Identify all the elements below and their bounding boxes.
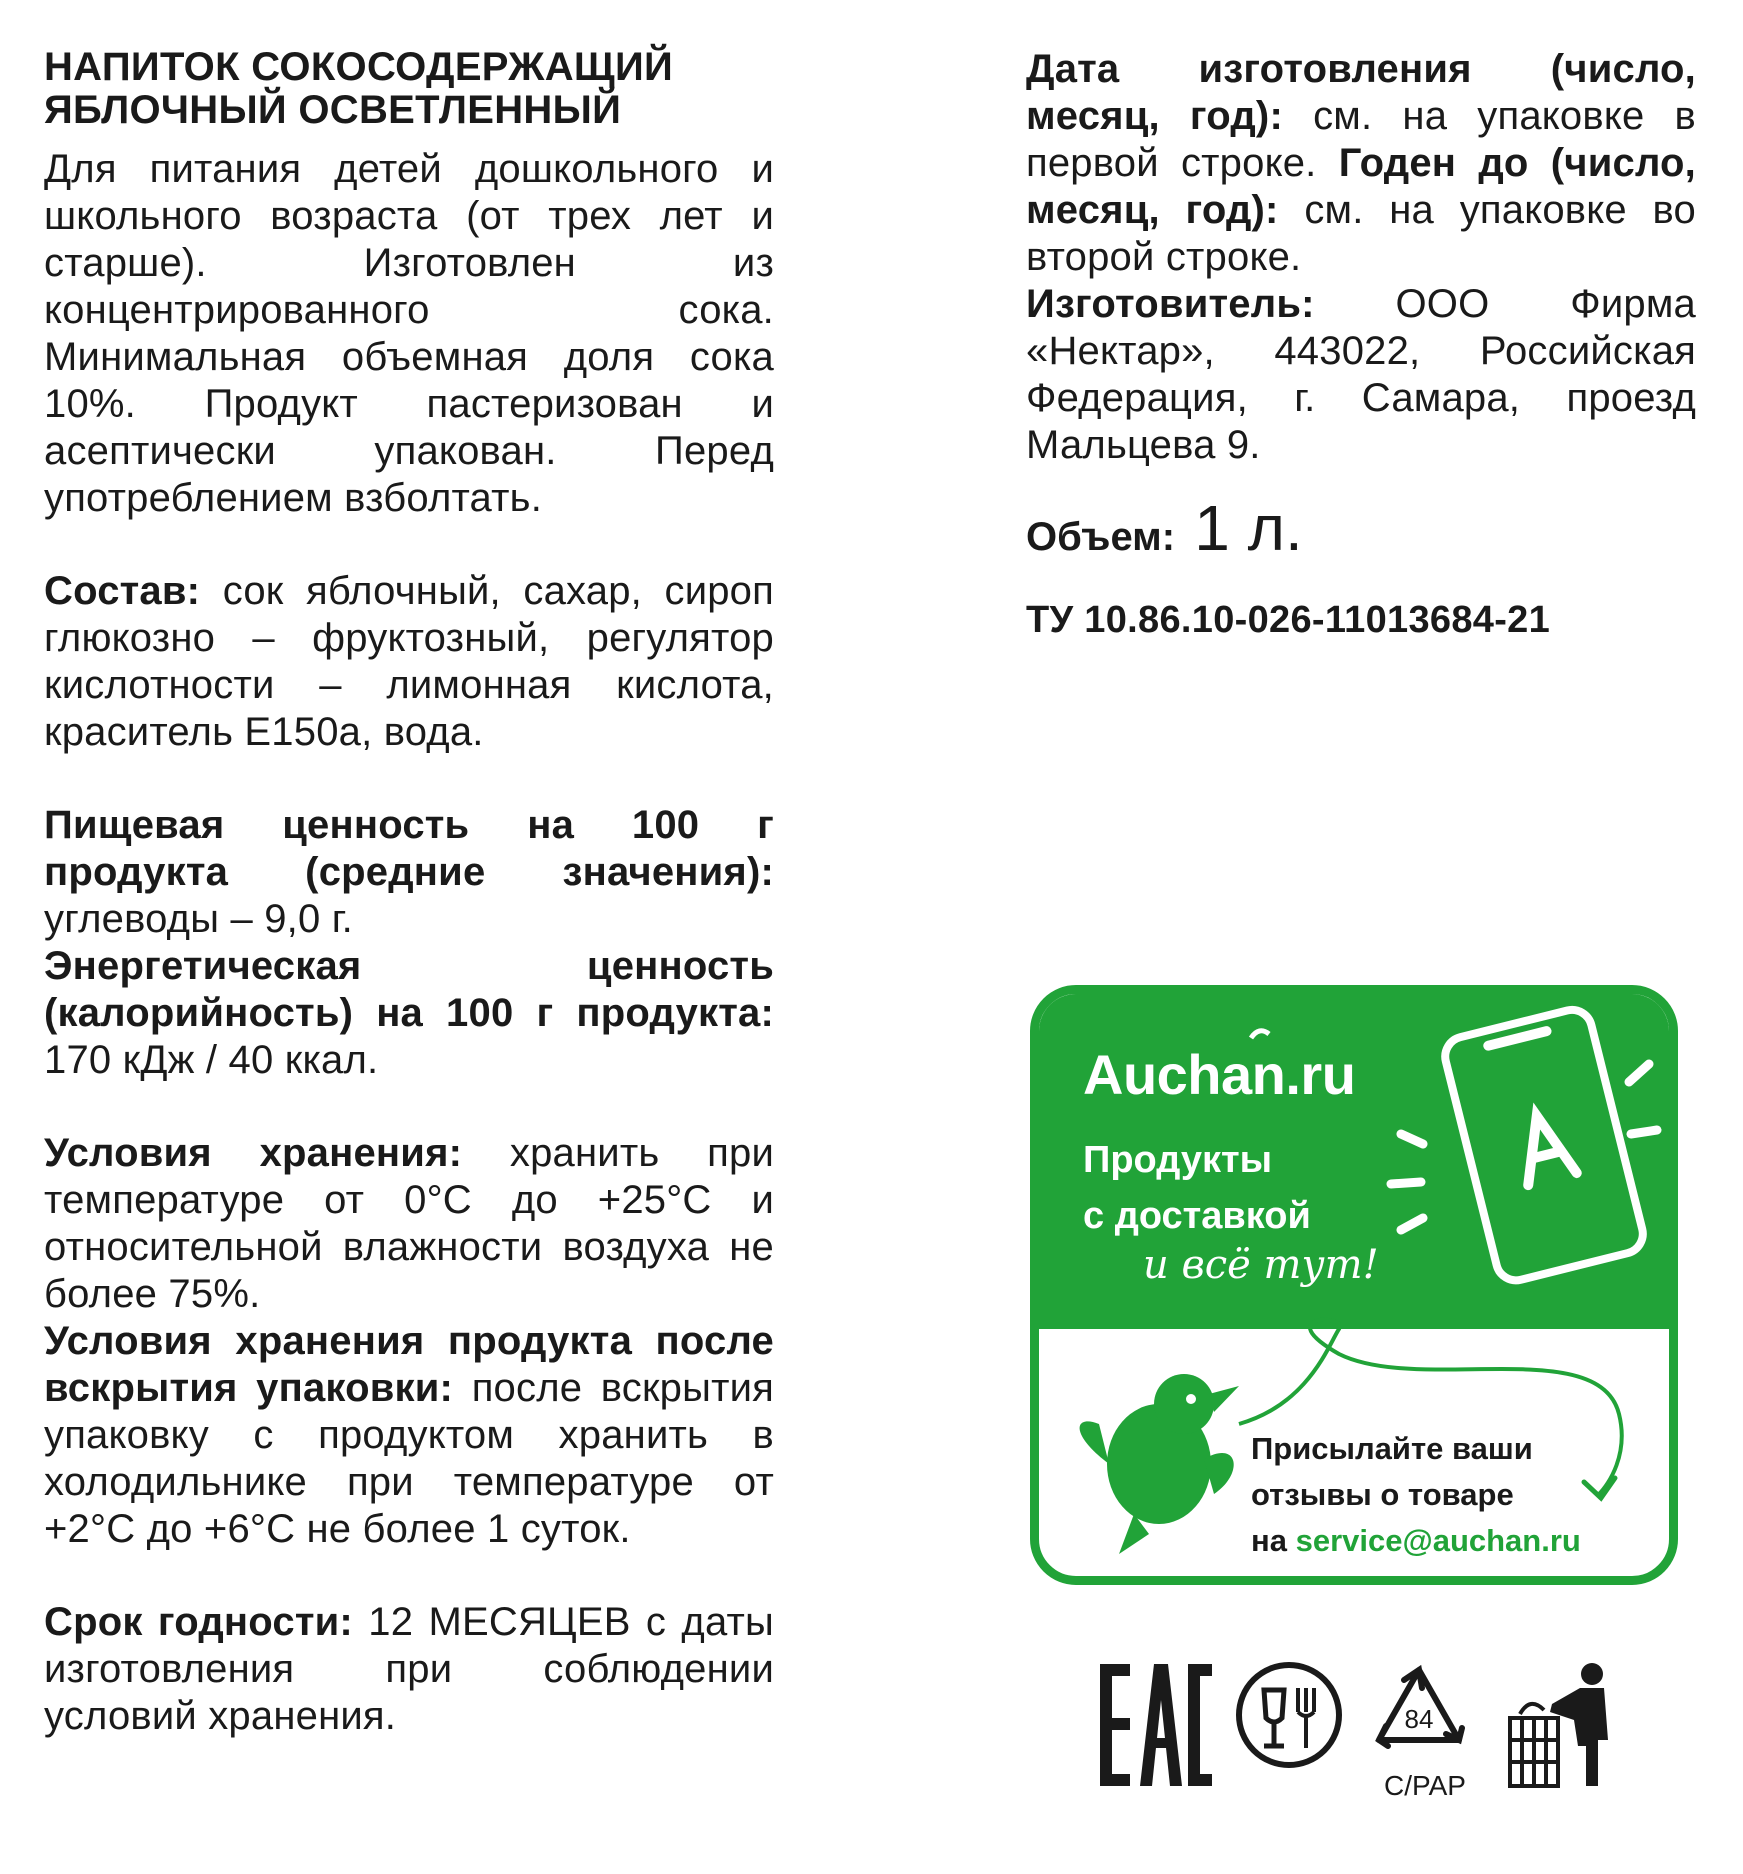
manufacturer-text: ООО Фирма «Нектар», 443022, Российская Федерация, г. Самара, проезд Мальцева 9. [1026,282,1696,467]
feedback-line-2: отзывы о товаре [1251,1477,1514,1512]
promo-brand: Auchan.ru [1083,1043,1356,1106]
feedback-prefix: на [1251,1523,1287,1558]
trash-bin-icon [1500,1660,1620,1790]
energy-text: 170 кДж / 40 ккал. [44,1038,379,1082]
volume-label: Объем: [1026,515,1176,559]
promo-tagline-line-2: с доставкой [1083,1195,1311,1237]
energy-label: Энергетическая ценность (калорийность) на 100 г продукта: [44,944,774,1035]
left-column [44,46,774,1740]
dates [1026,46,1696,469]
expiry-date-label: Годен до (число, месяц, год): [1026,141,1697,232]
production-date-label: Дата изготовления (число, месяц, год): [1026,47,1696,138]
composition-label: Состав: [44,569,201,613]
opened-storage-text: после вскрытия упаковку с продуктом хранить в холодильнике при температуре от +2°С до +6°С не более 1 суток. [44,1366,774,1551]
eac-mark-icon [1096,1660,1216,1790]
volume [1026,491,1696,565]
auchan-promo-card [1030,985,1678,1585]
nutrition-text: углеводы – 9,0 г. [44,897,353,941]
recycle-icon [1364,1660,1474,1770]
feedback-email-link[interactable]: service@auchan.ru [1295,1523,1581,1558]
volume-value: 1 л. [1194,492,1303,564]
promo-slogan: и всё тут! [1143,1242,1379,1288]
tech-spec-code: ТУ 10.86.10-026-11013684-21 [1026,599,1551,641]
shelf-life-label: Срок годности: [44,1600,353,1644]
product-title-line-1: НАПИТОК СОКОСОДЕРЖАЩИЙ [44,45,674,89]
composition [44,568,774,756]
promo-tagline-line-1: Продукты [1083,1139,1273,1181]
expiry-date-text: см. на упаковке во второй строке. [1026,188,1696,279]
recycle-code: C/PAP [1384,1770,1466,1801]
nutrition [44,802,774,1084]
manufacturer-label: Изготовитель: [1026,282,1315,326]
certification-marks [1096,1660,1626,1800]
feedback-line-3 [1251,1518,1581,1564]
storage [44,1130,774,1553]
storage-label: Условия хранения: [44,1131,463,1175]
composition-text: сок яблочный, сахар, сироп глюкозно – фруктозный, регулятор кислотности – лимонная кислота, краситель Е150а, вода. [44,569,774,754]
shelf-life [44,1599,774,1740]
shelf-life-text: 12 МЕСЯЦЕВ с даты изготовления при соблюдении условий хранения. [44,1600,774,1738]
production-date-text: см. на упаковке в первой строке. [1026,94,1696,185]
nutrition-label: Пищевая ценность на 100 г продукта (средние значения): [44,803,774,894]
feedback-line-1: Присылайте ваши [1251,1431,1533,1466]
opened-storage-label: Условия хранения продукта после вскрытия упаковки: [44,1319,774,1410]
food-contact-icon [1234,1660,1344,1770]
feedback-text [1251,1426,1581,1564]
svg-text:84: 84 [1404,1704,1434,1734]
product-title-line-2: ЯБЛОЧНЫЙ ОСВЕТЛЕННЫЙ [44,88,622,132]
right-column [1026,46,1696,642]
product-intro: Для питания детей дошкольного и школьного возраста (от трех лет и старше). Изготовлен из концентрированного сока. Минимальная объемная доля сока 10%. Продукт пастеризован и асептически упакован. Перед употреблением взболтать. [44,147,774,520]
storage-text: хранить при температуре от 0°С до +25°С и относительной влажности воздуха не более 75%. [44,1131,774,1316]
product-title [44,46,774,132]
